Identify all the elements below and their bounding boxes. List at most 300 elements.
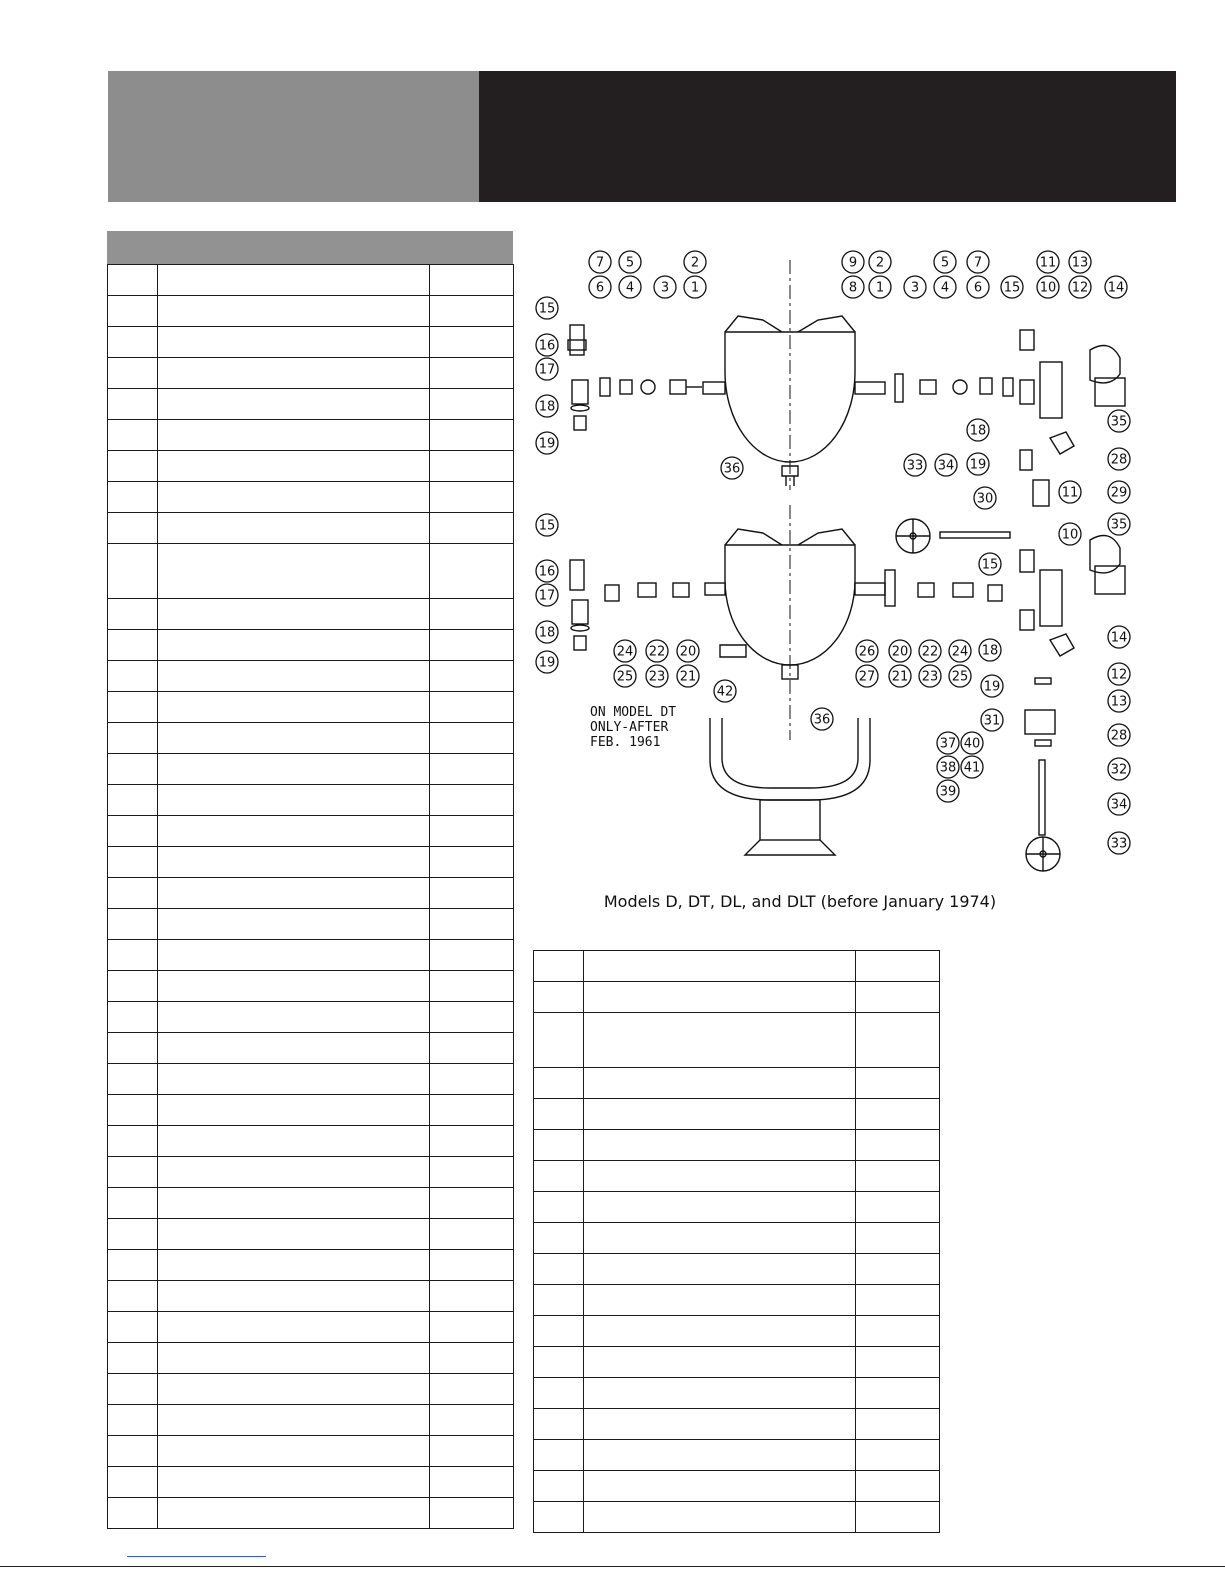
table-row [108,785,514,816]
part-number-cell [108,785,158,816]
callout-14 [1108,626,1130,648]
part-description-cell [158,909,430,940]
part-description-cell [584,1068,856,1099]
svg-text:30: 30 [976,491,994,507]
part-number-cell [108,1281,158,1312]
svg-text:12: 12 [1110,667,1128,683]
callout-18 [967,419,989,441]
part-description-cell [158,1033,430,1064]
part-number-cell [108,1250,158,1281]
part-description-cell [158,785,430,816]
part-description-cell [584,1378,856,1409]
callout-30 [974,487,996,509]
part-description-cell [584,1161,856,1192]
part-description-cell [584,1347,856,1378]
svg-text:22: 22 [921,644,939,660]
part-code-cell [430,265,514,296]
part-code-cell [430,1498,514,1529]
callout-19 [981,675,1003,697]
part-number-cell [534,1099,584,1130]
part-number-cell [108,1436,158,1467]
table-row [108,599,514,630]
svg-text:5: 5 [940,255,950,271]
callout-25 [949,665,971,687]
svg-text:35: 35 [1110,414,1128,430]
svg-text:15: 15 [538,518,556,534]
part-code-cell [430,1188,514,1219]
callout-15 [536,514,558,536]
part-number-cell [108,1374,158,1405]
part-code-cell [856,1471,940,1502]
table-row [108,940,514,971]
note-line-3: FEB. 1961 [590,735,661,750]
svg-text:1: 1 [875,280,885,296]
svg-text:41: 41 [963,760,981,776]
svg-text:1: 1 [690,280,700,296]
callout-11 [1059,481,1081,503]
table-row [534,1223,940,1254]
callout-42 [714,680,736,702]
part-description-cell [158,1064,430,1095]
part-code-cell [430,630,514,661]
part-description-cell [158,878,430,909]
svg-text:5: 5 [625,255,635,271]
svg-text:37: 37 [939,736,957,752]
part-code-cell [430,785,514,816]
part-number-cell [108,1498,158,1529]
table-row [534,1347,940,1378]
part-number-cell [534,1347,584,1378]
part-description-cell [158,265,430,296]
part-description-cell [158,1405,430,1436]
part-code-cell [430,1002,514,1033]
part-description-cell [158,1219,430,1250]
callout-10 [1037,276,1059,298]
part-description-cell [158,940,430,971]
parts-table-right [533,950,940,1533]
table-row [108,1281,514,1312]
part-description-cell [158,1126,430,1157]
part-description-cell [158,1281,430,1312]
table-row [108,909,514,940]
part-number-cell [108,513,158,544]
table-row [108,878,514,909]
svg-text:33: 33 [1110,836,1128,852]
callout-16 [536,560,558,582]
part-code-cell [430,971,514,1002]
callout-24 [614,640,636,662]
callout-19 [536,651,558,673]
part-code-cell [430,1095,514,1126]
svg-text:36: 36 [813,712,831,728]
part-number-cell [108,847,158,878]
part-description-cell [158,847,430,878]
part-description-cell [158,389,430,420]
callout-29 [1108,481,1130,503]
callout-5 [934,251,956,273]
part-description-cell [584,1223,856,1254]
svg-text:29: 29 [1110,485,1128,501]
svg-text:18: 18 [981,643,999,659]
part-code-cell [856,1378,940,1409]
part-number-cell [108,661,158,692]
part-code-cell [430,420,514,451]
table-row [534,1161,940,1192]
svg-text:26: 26 [858,644,876,660]
svg-text:15: 15 [538,301,556,317]
part-number-cell [108,265,158,296]
svg-text:13: 13 [1071,255,1089,271]
svg-text:24: 24 [616,644,634,660]
table-row [108,847,514,878]
part-description-cell [584,1440,856,1471]
part-code-cell [856,1316,940,1347]
svg-text:17: 17 [538,588,556,604]
table-row [534,1254,940,1285]
part-code-cell [430,1157,514,1188]
svg-text:27: 27 [858,669,876,685]
part-code-cell [856,1409,940,1440]
callout-18 [979,639,1001,661]
part-code-cell [430,847,514,878]
callout-26 [856,640,878,662]
part-code-cell [430,1405,514,1436]
svg-text:3: 3 [660,280,670,296]
part-number-cell [534,1223,584,1254]
part-description-cell [158,296,430,327]
svg-text:2: 2 [690,255,700,271]
table-row [108,816,514,847]
part-description-cell [158,754,430,785]
svg-text:24: 24 [951,644,969,660]
svg-text:11: 11 [1061,485,1079,501]
part-number-cell [108,1343,158,1374]
callout-1 [869,276,891,298]
part-description-cell [158,420,430,451]
part-number-cell [108,816,158,847]
part-code-cell [430,358,514,389]
table-row [108,1498,514,1529]
part-code-cell [856,1440,940,1471]
table-row [108,1002,514,1033]
callout-39 [937,780,959,802]
callout-28 [1108,724,1130,746]
callout-2 [684,251,706,273]
callout-25 [614,665,636,687]
callout-12 [1069,276,1091,298]
part-number-cell [108,940,158,971]
part-number-cell [108,971,158,1002]
svg-text:39: 39 [939,784,957,800]
table-row [534,982,940,1013]
svg-text:6: 6 [973,280,983,296]
part-code-cell [430,1033,514,1064]
part-code-cell [856,1013,940,1068]
svg-text:25: 25 [616,669,634,685]
callout-36 [721,457,743,479]
part-number-cell [108,630,158,661]
part-number-cell [108,599,158,630]
part-description-cell [158,816,430,847]
part-description-cell [158,482,430,513]
part-code-cell [430,1436,514,1467]
callout-36 [811,708,833,730]
table-row [534,1192,940,1223]
part-number-cell [108,1405,158,1436]
callout-38 [937,756,959,778]
part-description-cell [158,1312,430,1343]
part-number-cell [108,1157,158,1188]
callout-14 [1105,276,1127,298]
part-description-cell [158,1095,430,1126]
table-row [534,1013,940,1068]
part-code-cell [430,451,514,482]
callout-15 [536,297,558,319]
table-row [108,296,514,327]
part-description-cell [158,1002,430,1033]
callout-17 [536,584,558,606]
callout-13 [1108,690,1130,712]
callout-24 [949,640,971,662]
table-row [108,723,514,754]
table-row [108,1033,514,1064]
part-description-cell [584,1409,856,1440]
svg-text:18: 18 [969,423,987,439]
part-description-cell [158,1250,430,1281]
callout-1 [684,276,706,298]
part-description-cell [584,982,856,1013]
part-description-cell [158,599,430,630]
part-description-cell [158,1374,430,1405]
part-code-cell [856,1254,940,1285]
callout-13 [1069,251,1091,273]
part-number-cell [534,1254,584,1285]
note-line-2: ONLY-AFTER [590,720,669,735]
part-description-cell [158,1157,430,1188]
part-number-cell [534,1440,584,1471]
part-number-cell [534,1471,584,1502]
callout-22 [646,640,668,662]
part-number-cell [108,1126,158,1157]
svg-text:2: 2 [875,255,885,271]
callout-15 [979,553,1001,575]
callout-6 [967,276,989,298]
table-row [108,513,514,544]
part-code-cell [430,389,514,420]
part-description-cell [158,723,430,754]
part-code-cell [856,1502,940,1533]
svg-text:19: 19 [538,655,556,671]
svg-text:20: 20 [679,644,697,660]
table-row [108,451,514,482]
table-row [108,1343,514,1374]
part-code-cell [856,1223,940,1254]
part-code-cell [856,1068,940,1099]
part-number-cell [108,327,158,358]
svg-text:16: 16 [538,564,556,580]
svg-text:15: 15 [1003,280,1021,296]
part-code-cell [856,1285,940,1316]
svg-text:25: 25 [951,669,969,685]
table-row [534,1285,940,1316]
part-code-cell [430,482,514,513]
svg-text:28: 28 [1110,728,1128,744]
part-description-cell [158,692,430,723]
part-code-cell [430,1250,514,1281]
part-description-cell [584,1130,856,1161]
table-row [108,1188,514,1219]
part-description-cell [584,1192,856,1223]
svg-text:31: 31 [983,713,1001,729]
table-row [108,1126,514,1157]
svg-text:22: 22 [648,644,666,660]
table-row [534,1471,940,1502]
table-row [108,754,514,785]
callout-10 [1059,523,1081,545]
table-row [534,1316,940,1347]
table-row [534,1409,940,1440]
table-row [108,420,514,451]
part-number-cell [108,389,158,420]
svg-text:9: 9 [848,255,858,271]
table-row [534,1378,940,1409]
callout-18 [536,395,558,417]
table-row [108,692,514,723]
callout-34 [935,454,957,476]
callout-20 [889,640,911,662]
part-description-cell [584,1254,856,1285]
footer-link-underline[interactable] [127,1556,266,1557]
part-number-cell [534,1013,584,1068]
svg-text:40: 40 [963,736,981,752]
note-line-1: ON MODEL DT [590,705,677,720]
callout-15 [1001,276,1023,298]
callout-19 [967,453,989,475]
part-code-cell [430,909,514,940]
callout-35 [1108,513,1130,535]
callout-35 [1108,410,1130,432]
callout-7 [589,251,611,273]
part-code-cell [430,1064,514,1095]
part-number-cell [534,1068,584,1099]
part-code-cell [430,754,514,785]
part-description-cell [584,1285,856,1316]
part-number-cell [534,1409,584,1440]
part-code-cell [430,816,514,847]
part-code-cell [430,327,514,358]
svg-text:34: 34 [1110,797,1128,813]
part-code-cell [430,1312,514,1343]
svg-text:21: 21 [891,669,909,685]
callout-17 [536,358,558,380]
table-row [108,1250,514,1281]
part-code-cell [856,982,940,1013]
svg-text:8: 8 [848,280,858,296]
callout-18 [536,621,558,643]
part-description-cell [158,1498,430,1529]
callout-31 [981,709,1003,731]
header-black-panel [479,71,1176,202]
part-code-cell [430,1343,514,1374]
model-note [590,705,676,750]
header-gray-panel [108,71,479,202]
table-row [108,971,514,1002]
part-description-cell [584,1502,856,1533]
table-row [108,327,514,358]
part-code-cell [856,1161,940,1192]
callout-4 [619,276,641,298]
part-number-cell [108,723,158,754]
svg-text:35: 35 [1110,517,1128,533]
part-description-cell [584,1316,856,1347]
part-number-cell [534,1130,584,1161]
callout-11 [1037,251,1059,273]
svg-text:7: 7 [595,255,605,271]
callout-19 [536,432,558,454]
part-description-cell [158,1436,430,1467]
table-row [108,265,514,296]
part-number-cell [534,1161,584,1192]
table-row [108,1064,514,1095]
table-row [534,1099,940,1130]
callout-40 [961,732,983,754]
svg-text:7: 7 [973,255,983,271]
table-row [108,1157,514,1188]
svg-text:34: 34 [937,458,955,474]
part-code-cell [430,1467,514,1498]
part-code-cell [856,1099,940,1130]
part-description-cell [158,971,430,1002]
svg-text:17: 17 [538,362,556,378]
part-description-cell [158,513,430,544]
svg-text:23: 23 [921,669,939,685]
part-code-cell [856,951,940,982]
svg-text:3: 3 [910,280,920,296]
svg-text:21: 21 [679,669,697,685]
part-description-cell [158,1467,430,1498]
svg-text:32: 32 [1110,762,1128,778]
part-number-cell [534,951,584,982]
part-number-cell [108,692,158,723]
part-description-cell [158,358,430,389]
svg-text:16: 16 [538,338,556,354]
table-row [108,630,514,661]
table-row [108,358,514,389]
part-code-cell [430,1374,514,1405]
part-number-cell [108,878,158,909]
footer-rule [0,1566,1225,1567]
part-number-cell [108,1188,158,1219]
callout-6 [589,276,611,298]
table-row [534,1068,940,1099]
part-number-cell [534,1192,584,1223]
part-number-cell [108,1002,158,1033]
part-description-cell [584,1099,856,1130]
callout-3 [654,276,676,298]
table-row [108,1095,514,1126]
table-row [534,1440,940,1471]
part-description-cell [584,1471,856,1502]
svg-text:10: 10 [1061,527,1079,543]
part-description-cell [158,451,430,482]
part-number-cell [108,451,158,482]
svg-text:28: 28 [1110,452,1128,468]
table-row [534,951,940,982]
part-description-cell [158,1343,430,1374]
svg-text:36: 36 [723,461,741,477]
part-number-cell [534,982,584,1013]
svg-text:19: 19 [538,436,556,452]
